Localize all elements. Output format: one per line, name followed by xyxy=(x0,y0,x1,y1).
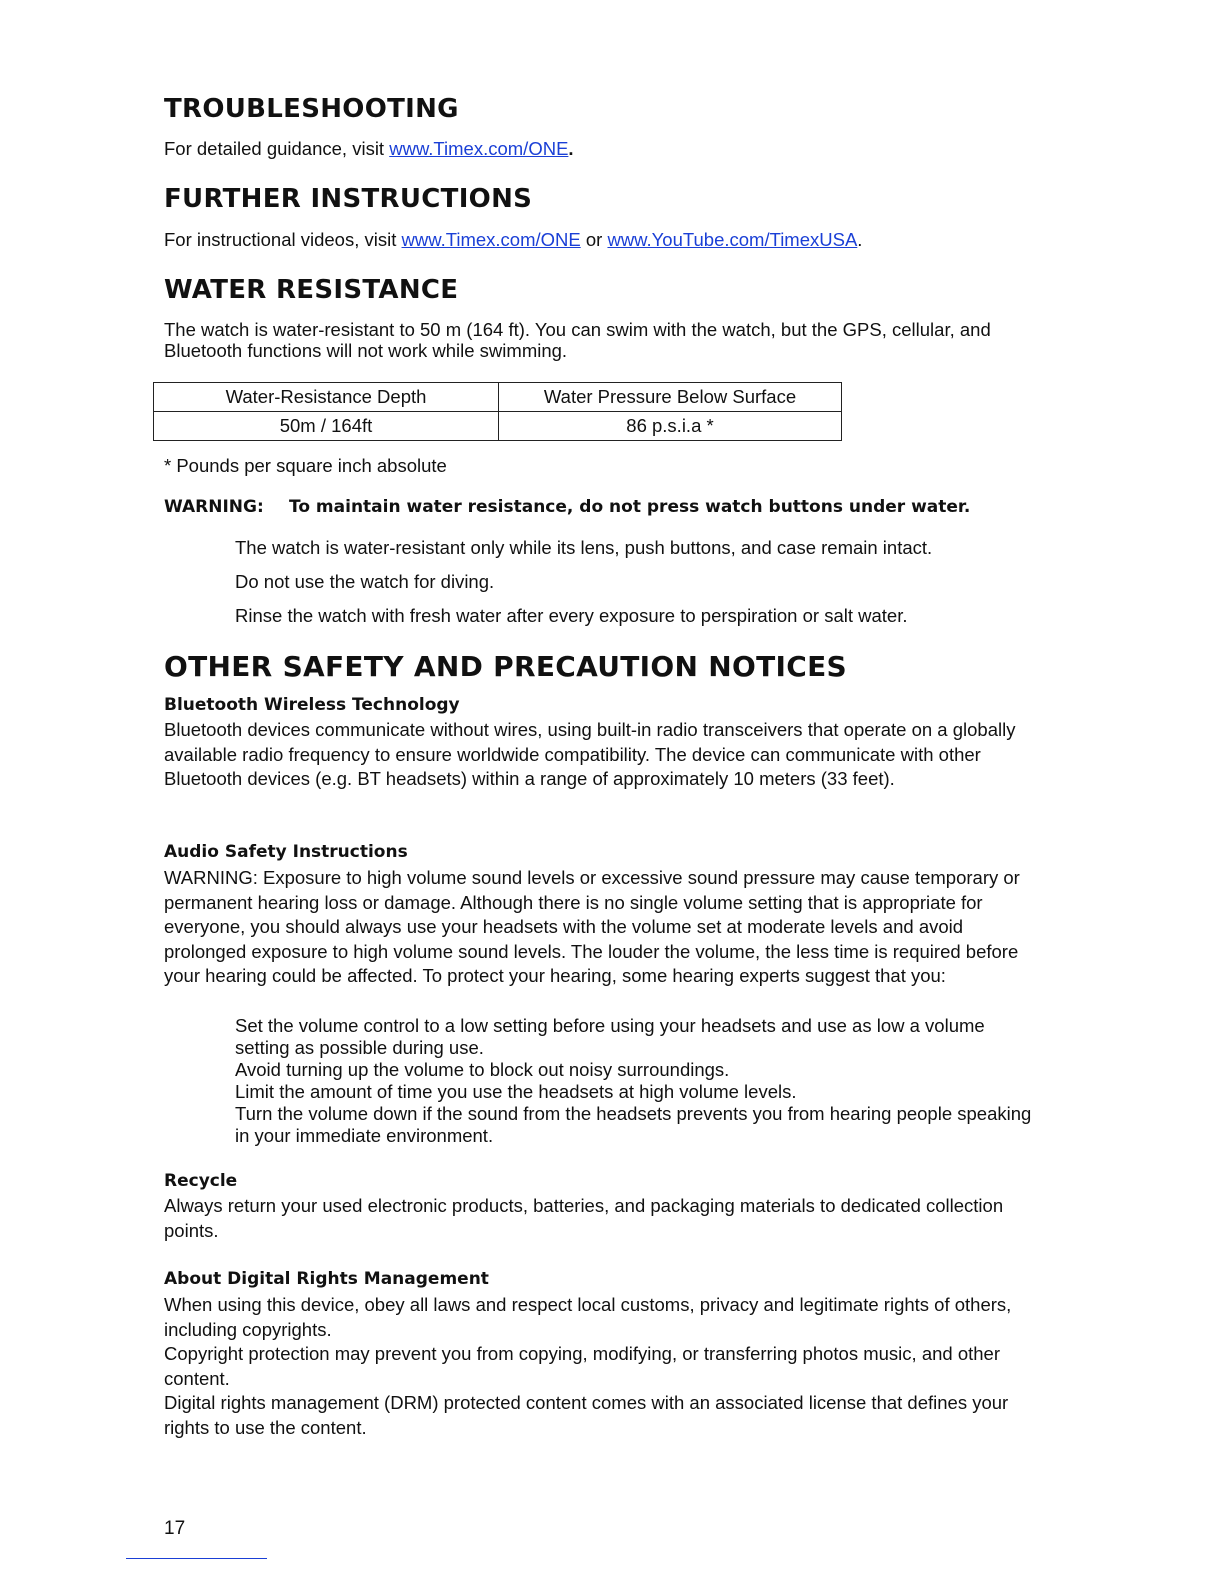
warning-label: WARNING: xyxy=(164,497,264,517)
table-header-depth: Water-Resistance Depth xyxy=(154,383,499,412)
page-number: 17 xyxy=(164,1518,186,1539)
drm-title: About Digital Rights Management xyxy=(164,1269,489,1289)
drm-paragraph: When using this device, obey all laws and respect local customs, privacy and legitimate rights of others, including copyrights. xyxy=(164,1294,1012,1340)
water-note-2: Do not use the watch for diving. xyxy=(235,571,495,592)
table-footnote: * Pounds per square inch absolute xyxy=(164,455,447,476)
audio-title: Audio Safety Instructions xyxy=(164,842,408,862)
list-item: Set the volume control to a low setting before using your headsets and use as low a volume setting as possible during use. xyxy=(235,1015,985,1058)
further-instructions-text: For instructional videos, visit www.Timex.com/ONE or www.YouTube.com/TimexUSA. xyxy=(164,229,863,250)
water-note-1: The watch is water-resistant only while its lens, push buttons, and case remain intact. xyxy=(235,537,933,558)
table-row xyxy=(154,412,842,441)
recycle-title: Recycle xyxy=(164,1171,238,1191)
table-header-row xyxy=(154,383,842,412)
bluetooth-text: Bluetooth devices communicate without wires, using built-in radio transceivers that operate on a globally available radio frequency to ensure worldwide compatibility. The device can communicate with other Bluetooth devices (e.g. BT headsets) within a range of approximately 10 meters (33 feet). xyxy=(164,719,1016,790)
drm-body xyxy=(164,1293,1049,1441)
warning-text: To maintain water resistance, do not press watch buttons under water. xyxy=(289,497,971,517)
bluetooth-title: Bluetooth Wireless Technology xyxy=(164,695,460,715)
water-note-3: Rinse the watch with fresh water after every exposure to perspiration or salt water. xyxy=(235,605,908,626)
drm-paragraph: Copyright protection may prevent you from copying, modifying, or transferring photos music, and other content. xyxy=(164,1343,1000,1389)
safety-heading: OTHER SAFETY AND PRECAUTION NOTICES xyxy=(164,650,847,683)
troubleshooting-text: For detailed guidance, visit www.Timex.com/ONE. xyxy=(164,138,574,159)
water-resistance-heading: WATER RESISTANCE xyxy=(164,275,459,305)
list-item: Limit the amount of time you use the headsets at high volume levels. xyxy=(235,1081,797,1102)
timex-one-link[interactable]: www.Timex.com/ONE xyxy=(389,138,569,159)
table-cell-depth: 50m / 164ft xyxy=(154,412,499,441)
timex-one-link-2[interactable]: www.Timex.com/ONE xyxy=(401,229,581,250)
audio-text: WARNING: Exposure to high volume sound levels or excessive sound pressure may cause temporary or permanent hearing loss or damage. Although there is no single volume setting that is appropriate for everyone, you should always use your headsets with the volume set at moderate levels and avoid prolonged exposure to high volume sound levels. The louder the volume, the less time is required before your hearing could be affected. To protect your hearing, some hearing experts suggest that you: xyxy=(164,867,1020,987)
troubleshooting-heading: TROUBLESHOOTING xyxy=(164,94,459,124)
further-instructions-heading: FURTHER INSTRUCTIONS xyxy=(164,184,533,214)
table-cell-pressure: 86 p.s.i.a * xyxy=(499,412,842,441)
water-resistance-text: The watch is water-resistant to 50 m (164 ft). You can swim with the watch, but the GPS, cellular, and Bluetooth functions will not work while swimming. xyxy=(164,319,991,361)
table-header-pressure: Water Pressure Below Surface xyxy=(499,383,842,412)
list-item: Avoid turning up the volume to block out noisy surroundings. xyxy=(235,1059,730,1080)
water-resistance-table xyxy=(153,382,842,441)
footer-rule xyxy=(126,1558,267,1559)
youtube-timexusa-link[interactable]: www.YouTube.com/TimexUSA xyxy=(607,229,858,250)
water-warning xyxy=(164,497,971,517)
recycle-text: Always return your used electronic products, batteries, and packaging materials to dedicated collection points. xyxy=(164,1195,1004,1241)
drm-paragraph: Digital rights management (DRM) protected content comes with an associated license that defines your rights to use the content. xyxy=(164,1392,1009,1438)
audio-list xyxy=(235,1015,1035,1147)
list-item: Turn the volume down if the sound from the headsets prevents you from hearing people speaking in your immediate environment. xyxy=(235,1103,1032,1146)
